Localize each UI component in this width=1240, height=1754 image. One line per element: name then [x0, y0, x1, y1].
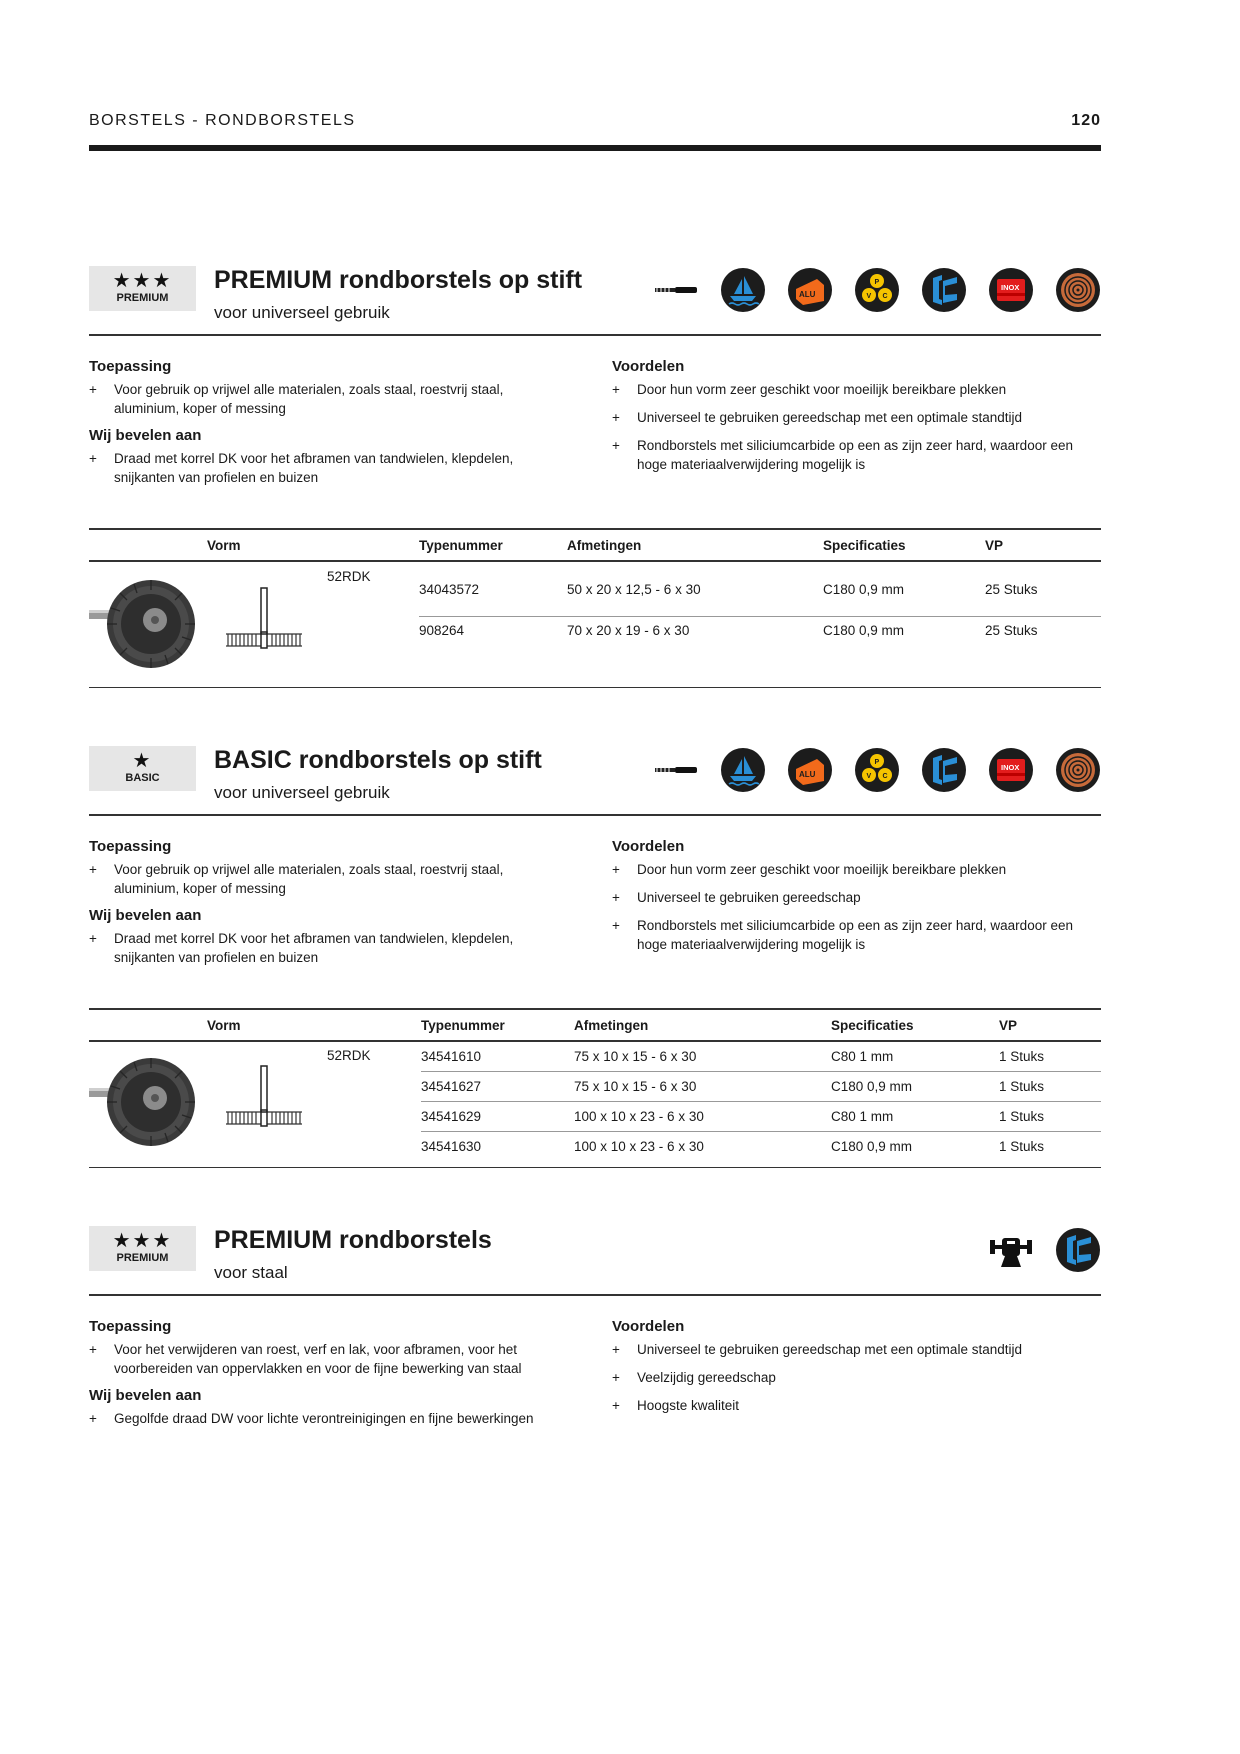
section-title: PREMIUM rondborstels: [214, 1226, 492, 1254]
pvc-icon-c: C: [882, 773, 888, 780]
product-table: [89, 528, 1101, 682]
plus-icon: +: [89, 382, 97, 397]
cell-specificaties: C180 0,9 mm: [823, 561, 985, 617]
plus-icon: +: [89, 1342, 97, 1357]
right-column: [612, 358, 1092, 483]
product-section-premium-staal: [89, 1226, 1101, 1446]
stars: ★★★: [112, 1230, 173, 1252]
pvc-icon: [854, 747, 900, 793]
product-section-basic-stift: [89, 746, 1101, 1170]
plus-icon: +: [89, 451, 97, 466]
voordelen-heading: Voordelen: [612, 838, 685, 855]
left-column: [89, 838, 569, 976]
product-table: [89, 1008, 1101, 1161]
steel-icon: [1055, 1227, 1101, 1273]
plus-icon: +: [612, 918, 620, 933]
page-header: [89, 112, 1101, 152]
vorm-cell: [89, 561, 419, 682]
item-text: Veelzijdig gereedschap: [637, 1370, 776, 1385]
section-subtitle: voor universeel gebruik: [214, 303, 390, 322]
item-text: Voor het verwijderen van roest, verf en lak, voor afbramen, voor het voorbereiden van oppervlakken en voor de fijne bewerking van staal: [114, 1342, 522, 1376]
voordeel-item: [612, 916, 1092, 954]
col-header-vorm: Vorm: [89, 529, 419, 561]
col-header-vorm: Vorm: [89, 1009, 421, 1041]
application-icons: [632, 747, 1101, 793]
form-code: 52RDK: [327, 569, 371, 584]
cell-afmetingen: 75 x 10 x 15 - 6 x 30: [574, 1041, 831, 1072]
alu-icon: [787, 747, 833, 793]
inox-icon: [988, 267, 1034, 313]
form-code: 52RDK: [327, 1048, 371, 1063]
voordeel-item: [612, 860, 1092, 879]
item-text: Voor gebruik op vrijwel alle materialen, zoals staal, roestvrij staal, aluminium, koper of messing: [114, 382, 504, 416]
cell-specificaties: C180 0,9 mm: [831, 1072, 999, 1102]
voordeel-item: [612, 1396, 1092, 1415]
badge-label: BASIC: [125, 772, 160, 784]
quality-badge: [89, 746, 196, 791]
table-row: [89, 1041, 1101, 1072]
item-text: Rondborstels met siliciumcarbide op een as zijn zeer hard, waardoor een hoge materiaalverwijdering mogelijk is: [637, 438, 1073, 472]
pvc-icon-p: P: [874, 759, 880, 766]
badge-label: PREMIUM: [116, 1252, 169, 1264]
plus-icon: +: [89, 862, 97, 877]
plus-icon: +: [89, 1411, 97, 1426]
ship-icon: [720, 747, 766, 793]
product-section-premium-stift: [89, 266, 1101, 691]
stars: ★: [132, 750, 153, 772]
plus-icon: +: [612, 382, 620, 397]
toepassing-heading: Toepassing: [89, 358, 172, 375]
voordeel-item: [612, 436, 1092, 474]
aanbeveling-heading: Wij bevelen aan: [89, 427, 202, 444]
voordelen-heading: Voordelen: [612, 358, 685, 375]
voordeel-item: [612, 408, 1092, 427]
aanbeveling-heading: Wij bevelen aan: [89, 907, 202, 924]
aanbeveling-item: [89, 449, 569, 487]
quality-badge: [89, 266, 196, 311]
item-text: Gegolfde draad DW voor lichte verontreinigingen en fijne bewerkingen: [114, 1411, 534, 1426]
col-header-specificaties: Specificaties: [823, 529, 985, 561]
table-bottom-rule: [89, 687, 1101, 688]
section-title: BASIC rondborstels op stift: [214, 746, 542, 774]
ship-icon: [720, 267, 766, 313]
item-text: Universeel te gebruiken gereedschap: [637, 890, 861, 905]
cell-typenummer: 34541630: [421, 1139, 482, 1154]
stars: ★★★: [112, 270, 173, 292]
col-header-vp: VP: [985, 529, 1101, 561]
brush-shape-drawing: [224, 586, 304, 656]
cell-specificaties: C180 0,9 mm: [823, 623, 905, 639]
cell-typenummer: 908264: [419, 623, 465, 639]
steel-icon: [921, 267, 967, 313]
cell-vp: 1 Stuks: [999, 1102, 1101, 1132]
voordeel-item: [612, 380, 1092, 399]
right-column: [612, 838, 1092, 963]
item-text: Door hun vorm zeer geschikt voor moeilijk bereikbare plekken: [637, 382, 1007, 397]
col-header-specificaties: Specificaties: [831, 1009, 999, 1041]
section-rule: [89, 1294, 1101, 1296]
table-row: [89, 561, 1101, 617]
table-bottom-rule: [89, 1167, 1101, 1168]
table-header-row: [89, 529, 1101, 561]
item-text: Hoogste kwaliteit: [637, 1398, 740, 1413]
cell-afmetingen: 50 x 20 x 12,5 - 6 x 30: [567, 561, 823, 617]
cell-typenummer: 34541629: [421, 1102, 574, 1132]
cell-vp: 25 Stuks: [985, 623, 1038, 639]
cell-afmetingen: 75 x 10 x 15 - 6 x 30: [574, 1072, 831, 1102]
aanbeveling-heading: Wij bevelen aan: [89, 1387, 202, 1404]
pvc-icon-c: C: [882, 293, 888, 300]
cell-specificaties: C180 0,9 mm: [831, 1139, 913, 1154]
quality-badge: [89, 1226, 196, 1271]
pvc-icon-p: P: [874, 279, 880, 286]
cell-vp: 1 Stuks: [999, 1072, 1101, 1102]
table-header-row: [89, 1009, 1101, 1041]
running-title: BORSTELS - RONDBORSTELS: [89, 112, 356, 129]
section-subtitle: voor staal: [214, 1263, 288, 1282]
inox-icon-text: INOX: [1001, 283, 1020, 292]
inox-icon-text: INOX: [1001, 763, 1020, 772]
section-title: PREMIUM rondborstels op stift: [214, 266, 583, 294]
cell-typenummer: 34541627: [421, 1072, 574, 1102]
wood-icon: [1055, 747, 1101, 793]
wood-icon: [1055, 267, 1101, 313]
plus-icon: +: [612, 438, 620, 453]
vorm-cell: [89, 1041, 421, 1161]
badge-label: PREMIUM: [116, 292, 169, 304]
item-text: Draad met korrel DK voor het afbramen van tandwielen, klepdelen, snijkanten van profielen en buizen: [114, 451, 514, 485]
item-text: Universeel te gebruiken gereedschap met een optimale standtijd: [637, 1342, 1022, 1357]
cell-specificaties: C80 1 mm: [831, 1041, 999, 1072]
aanbeveling-item: [89, 929, 569, 967]
bench-grinder-icon: [988, 1227, 1034, 1273]
brush-product-photo: [89, 1046, 199, 1156]
col-header-afmetingen: Afmetingen: [567, 529, 823, 561]
alu-icon-text: ALU: [799, 290, 816, 299]
plus-icon: +: [612, 1370, 620, 1385]
voordeel-item: [612, 888, 1092, 907]
steel-icon: [921, 747, 967, 793]
header-rule: [89, 145, 1101, 151]
plus-icon: +: [612, 1398, 620, 1413]
item-text: Voor gebruik op vrijwel alle materialen, zoals staal, roestvrij staal, aluminium, koper of messing: [114, 862, 504, 896]
alu-icon: [787, 267, 833, 313]
section-rule: [89, 334, 1101, 336]
toepassing-item: [89, 380, 569, 418]
toepassing-heading: Toepassing: [89, 1318, 172, 1335]
item-text: Universeel te gebruiken gereedschap met een optimale standtijd: [637, 410, 1022, 425]
section-subtitle: voor universeel gebruik: [214, 783, 390, 802]
pvc-icon-v: V: [866, 293, 872, 300]
toepassing-heading: Toepassing: [89, 838, 172, 855]
brush-product-photo: [89, 568, 199, 678]
stick-tool-icon: [653, 267, 699, 313]
voordelen-heading: Voordelen: [612, 1318, 685, 1335]
inox-icon: [988, 747, 1034, 793]
pvc-icon-v: V: [866, 773, 872, 780]
item-text: Draad met korrel DK voor het afbramen van tandwielen, klepdelen, snijkanten van profielen en buizen: [114, 931, 514, 965]
left-column: [89, 1318, 569, 1437]
cell-specificaties: C80 1 mm: [831, 1102, 999, 1132]
toepassing-item: [89, 1340, 569, 1378]
section-rule: [89, 814, 1101, 816]
cell-afmetingen: 70 x 20 x 19 - 6 x 30: [567, 623, 690, 639]
cell-vp: 1 Stuks: [999, 1041, 1101, 1072]
pvc-icon: [854, 267, 900, 313]
toepassing-item: [89, 860, 569, 898]
left-column: [89, 358, 569, 496]
cell-typenummer: 34541610: [421, 1041, 574, 1072]
plus-icon: +: [612, 410, 620, 425]
plus-icon: +: [89, 931, 97, 946]
plus-icon: +: [612, 890, 620, 905]
brush-shape-drawing: [224, 1064, 304, 1134]
col-header-vp: VP: [999, 1009, 1101, 1041]
aanbeveling-item: [89, 1409, 569, 1428]
alu-icon-text: ALU: [799, 770, 816, 779]
cell-afmetingen: 100 x 10 x 23 - 6 x 30: [574, 1139, 704, 1154]
right-column: [612, 1318, 1092, 1424]
application-icons: [632, 267, 1101, 313]
col-header-typenummer: Typenummer: [419, 529, 567, 561]
cell-vp: 1 Stuks: [999, 1139, 1045, 1154]
voordeel-item: [612, 1368, 1092, 1387]
col-header-typenummer: Typenummer: [421, 1009, 574, 1041]
item-text: Rondborstels met siliciumcarbide op een as zijn zeer hard, waardoor een hoge materiaalverwijdering mogelijk is: [637, 918, 1073, 952]
cell-typenummer: 34043572: [419, 561, 567, 617]
cell-afmetingen: 100 x 10 x 23 - 6 x 30: [574, 1102, 831, 1132]
item-text: Door hun vorm zeer geschikt voor moeilijk bereikbare plekken: [637, 862, 1007, 877]
voordeel-item: [612, 1340, 1092, 1359]
application-icons: [967, 1227, 1101, 1273]
plus-icon: +: [612, 1342, 620, 1357]
stick-tool-icon: [653, 747, 699, 793]
col-header-afmetingen: Afmetingen: [574, 1009, 831, 1041]
page-number: 120: [1071, 112, 1101, 129]
cell-vp: 25 Stuks: [985, 561, 1101, 617]
plus-icon: +: [612, 862, 620, 877]
